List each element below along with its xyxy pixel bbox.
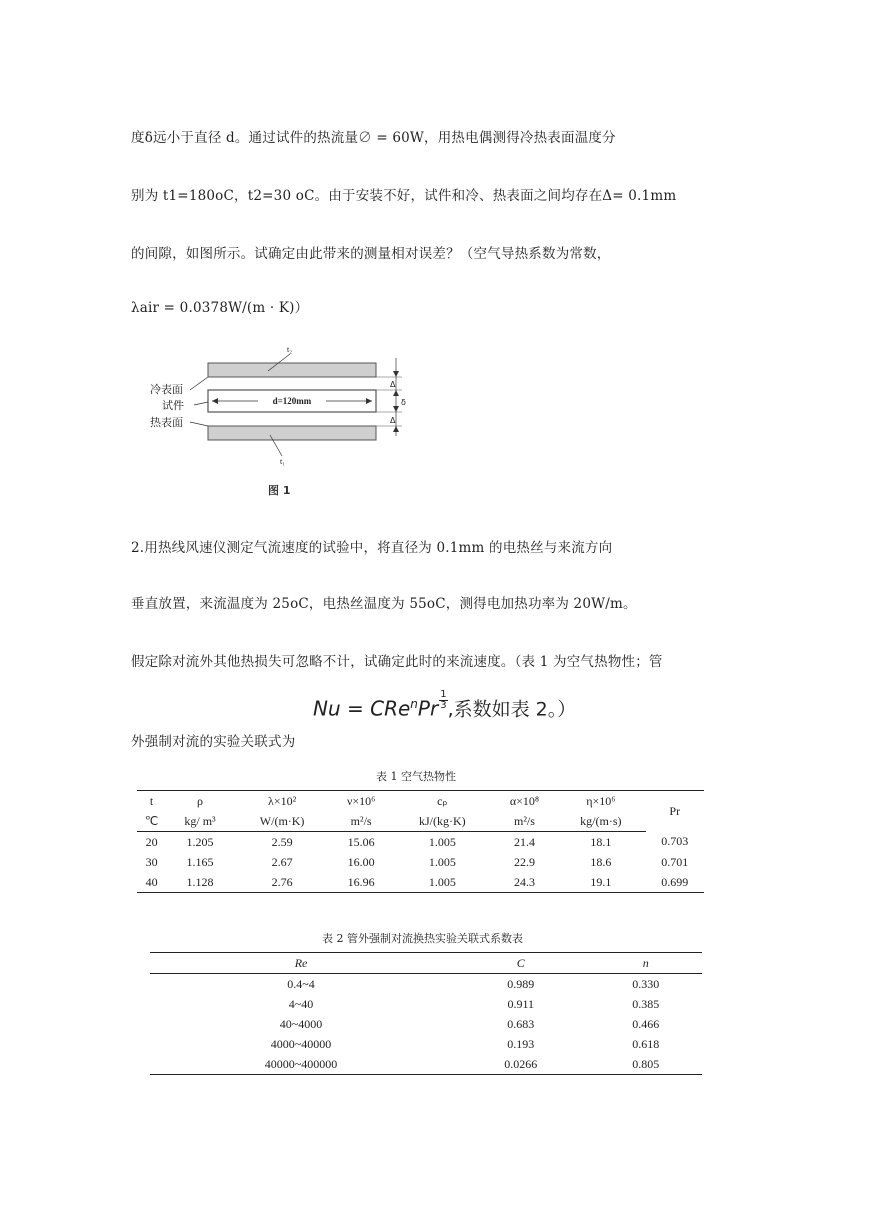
table-cell: 0.911 (507, 996, 535, 1011)
figure-1 (140, 340, 420, 510)
col-header: η×10⁶ (586, 794, 616, 808)
table-cell: 16.00 (347, 854, 375, 869)
text-line: 别为 t1=180oC，t2=30 oC。由于安装不好，试件和冷、热表面之间均存在Δ= 0.1mm (131, 188, 677, 204)
col-unit: m²/s (330, 811, 391, 832)
table-cell: 0.385 (632, 996, 660, 1011)
cold-plate (208, 363, 376, 377)
col-unit: kJ/(kg·K) (392, 811, 493, 832)
table-cell: 18.6 (590, 854, 612, 869)
table-cell: 30 (145, 854, 158, 869)
table-row (150, 1014, 702, 1034)
table-cell: 2.67 (271, 854, 293, 869)
cold-surface-label: 冷表面 (150, 383, 183, 396)
text-line: 外强制对流的实验关联式为 (131, 734, 296, 750)
table-cell: 16.96 (347, 874, 375, 889)
table-cell: 0.683 (507, 1016, 535, 1031)
table-cell: 24.3 (513, 874, 535, 889)
col-header: α×10⁸ (509, 794, 540, 808)
gap-label-top: Δ (390, 380, 396, 389)
formula-fraction (439, 690, 447, 711)
formula-pr: Pr (417, 696, 439, 721)
figure-caption: 图 1 (268, 484, 291, 497)
table-cell: 0.4~4 (287, 976, 315, 991)
col-unit: W/(m·K) (234, 811, 331, 832)
text-line: 假定除对流外其他热损失可忽略不计，试确定此时的来流速度。（表 1 为空气热物性；管 (131, 654, 663, 670)
col-header: λ×10² (268, 794, 297, 808)
table-cell: 1.205 (186, 834, 214, 849)
col-header: ρ (196, 794, 203, 808)
table-row (150, 994, 702, 1014)
table-cell: 0.466 (632, 1016, 660, 1031)
col-header-pr: Pr (669, 804, 681, 819)
diameter-label: d=120mm (272, 396, 312, 406)
table-row (137, 832, 704, 853)
specimen-diagram (140, 340, 420, 510)
table-cell: 1.005 (428, 834, 456, 849)
table-cell: 1.128 (186, 874, 214, 889)
text-line: 垂直放置，来流温度为 25oC，电热丝温度为 55oC，测得电加热功率为 20W/m。 (131, 596, 637, 612)
col-unit: ℃ (137, 811, 166, 832)
col-header-n: n (590, 953, 703, 974)
formula-tail: ,系数如表 2。） (447, 698, 577, 721)
col-unit: kg/ m³ (166, 811, 234, 832)
table-cell: 0.193 (507, 1036, 535, 1051)
col-header: cₚ (437, 794, 448, 808)
table-cell: 0.989 (507, 976, 535, 991)
table-cell: 18.1 (590, 834, 612, 849)
formula-exponent-n: n (410, 697, 418, 711)
table-cell: 1.165 (186, 854, 214, 869)
col-header: t (149, 794, 154, 808)
table-cell: 19.1 (590, 874, 612, 889)
thickness-label: δ (401, 398, 406, 407)
table-cell: 21.4 (513, 834, 535, 849)
table-row (150, 1054, 702, 1075)
table-cell: 0.0266 (504, 1056, 538, 1071)
text-line: λair = 0.0378W/(m · K)） (131, 300, 309, 316)
gap-label-bottom: Δ (390, 416, 396, 425)
fraction-numerator: 1 (440, 689, 447, 700)
table-cell: 40~4000 (279, 1016, 323, 1031)
text-line: 的间隙，如图所示。试确定由此带来的测量相对误差？（空气导热系数为常数， (131, 246, 611, 262)
table-correlation-coefficients (150, 952, 702, 1075)
col-header: ν×10⁶ (346, 794, 376, 808)
table-cell: 1.005 (428, 874, 456, 889)
correlation-formula (313, 690, 576, 722)
specimen-label: 试件 (162, 399, 184, 412)
table-cell: 1.005 (428, 854, 456, 869)
table-row (137, 872, 704, 893)
table-row (137, 852, 704, 872)
table-cell: 0.703 (661, 834, 689, 849)
col-header-re: Re (150, 953, 452, 974)
table-cell: 4~40 (288, 996, 314, 1011)
table-row (150, 974, 702, 995)
hot-surface-label: 热表面 (150, 416, 183, 429)
t1-label: t₁ (280, 457, 286, 466)
table-cell: 40000~400000 (264, 1056, 338, 1071)
table-cell: 0.699 (661, 874, 689, 889)
table1-caption: 表 1 空气热物性 (376, 770, 456, 783)
text-line: 度δ远小于直径 d。通过试件的热流量∅ = 60W，用热电偶测得冷热表面温度分 (131, 130, 616, 146)
table-cell: 0.618 (632, 1036, 660, 1051)
col-unit: m²/s (493, 811, 556, 832)
table-row (150, 1034, 702, 1054)
table-cell: 0.330 (632, 976, 660, 991)
table2-caption: 表 2 管外强制对流换热实验关联式系数表 (322, 932, 523, 945)
text-line: 2.用热线风速仪测定气流速度的试验中，将直径为 0.1mm 的电热丝与来流方向 (131, 540, 613, 556)
table-cell: 15.06 (347, 834, 375, 849)
fraction-denominator: 3 (440, 700, 447, 711)
table-cell: 0.701 (661, 854, 689, 869)
table-cell: 22.9 (513, 854, 535, 869)
table-cell: 4000~40000 (270, 1036, 332, 1051)
table-cell: 2.76 (271, 874, 293, 889)
table-cell: 20 (145, 834, 158, 849)
hot-plate (208, 426, 376, 440)
table-cell: 40 (145, 874, 158, 889)
formula-main: Nu = CRe (313, 696, 411, 721)
col-unit: kg/(m·s) (556, 811, 645, 832)
col-header-c: C (452, 953, 589, 974)
t2-label: t₂ (287, 345, 293, 354)
table-air-properties (137, 790, 704, 893)
table-cell: 2.59 (271, 834, 293, 849)
table-cell: 0.805 (632, 1056, 660, 1071)
